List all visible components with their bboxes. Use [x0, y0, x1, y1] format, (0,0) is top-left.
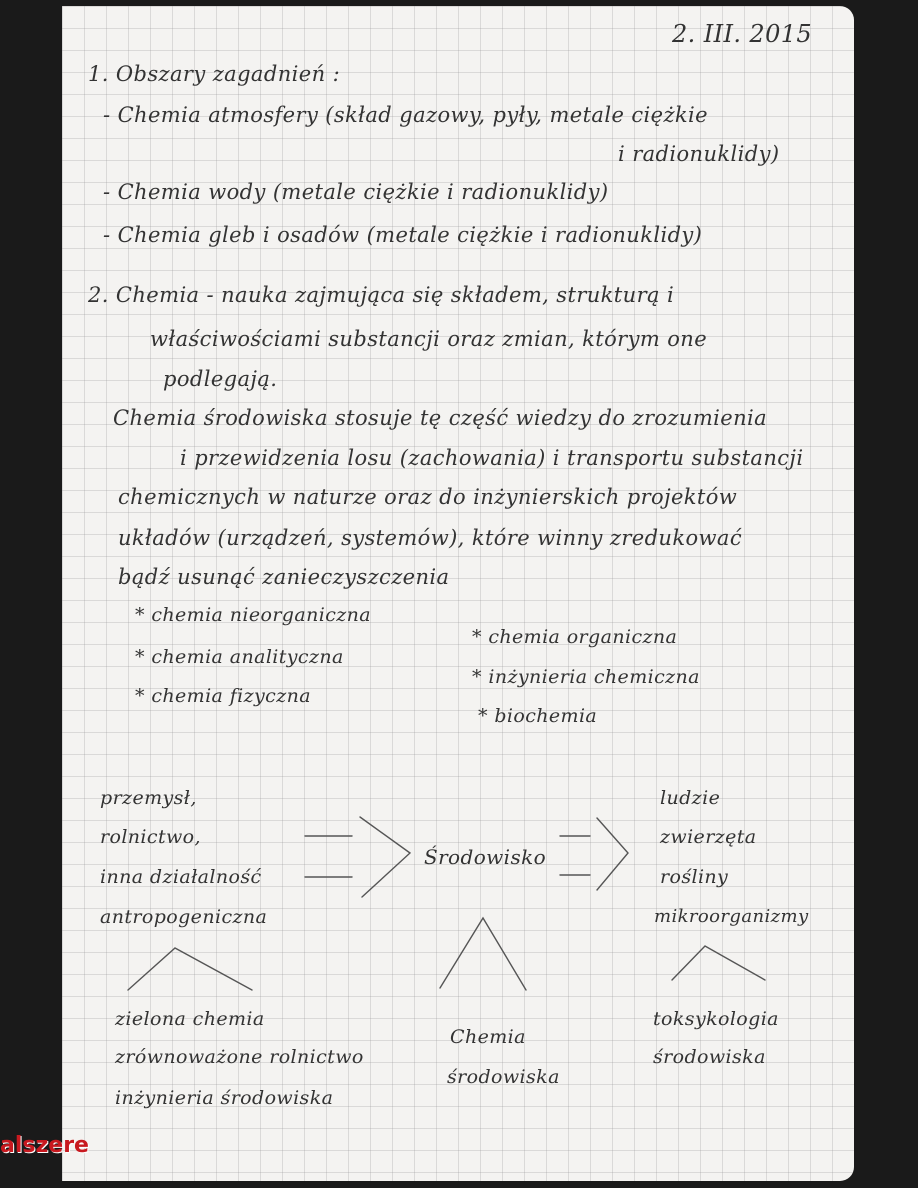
paragraph-line: bądź usunąć zanieczyszczenia [118, 565, 450, 589]
branch-right: * chemia organiczna [472, 626, 678, 648]
source-label: rolnictwo, [100, 826, 201, 848]
branch-left: * chemia fizyczna [135, 685, 311, 707]
section2-line: właściwościami substancji oraz zmian, którym one [150, 327, 708, 351]
section2-line: podlegają. [163, 367, 278, 391]
bottom-center-label: Chemia [450, 1026, 526, 1048]
paragraph-line: układów (urządzeń, systemów), które winny zredukować [118, 526, 742, 550]
bottom-right-label: środowiska [653, 1046, 766, 1068]
branch-right: * inżynieria chemiczna [472, 666, 700, 688]
branch-caret [128, 948, 252, 990]
section1-item: - Chemia gleb i osadów (metale ciężkie i radionuklidy) [103, 223, 703, 247]
branch-caret [672, 946, 765, 980]
section1-heading: 1. Obszary zagadnień : [88, 62, 341, 86]
bottom-right-label: toksykologia [653, 1008, 779, 1030]
arrow-head [360, 817, 410, 897]
bottom-center-label: środowiska [447, 1066, 560, 1088]
section2-line: 2. Chemia - nauka zajmująca się składem, strukturą i [88, 283, 675, 307]
paragraph-line: Chemia środowiska stosuje tę część wiedzy do zrozumienia [113, 406, 768, 430]
section1-item: i radionuklidy) [618, 142, 780, 166]
bottom-left-label: zielona chemia [115, 1008, 265, 1030]
arrow-head [597, 818, 628, 890]
section1-item: - Chemia wody (metale ciężkie i radionuklidy) [103, 180, 609, 204]
branch-left: * chemia nieorganiczna [135, 604, 372, 626]
center-label: Środowisko [424, 845, 547, 869]
bottom-left-label: inżynieria środowiska [115, 1087, 334, 1109]
paragraph-line: chemicznych w naturze oraz do inżynierskich projektów [118, 485, 738, 509]
source-label: przemysł, [100, 787, 197, 809]
source-label: inna działalność [100, 866, 262, 888]
target-label: ludzie [660, 787, 721, 809]
target-label: mikroorganizmy [654, 906, 809, 927]
source-label: antropogeniczna [100, 906, 268, 928]
date: 2. III. 2015 [672, 20, 813, 48]
paragraph-line: i przewidzenia losu (zachowania) i transportu substancji [180, 446, 804, 470]
target-label: rośliny [660, 866, 729, 888]
branch-right: * biochemia [478, 705, 598, 727]
section1-item: - Chemia atmosfery (skład gazowy, pyły, metale ciężkie [103, 103, 708, 127]
target-label: zwierzęta [660, 826, 757, 848]
branch-caret [440, 918, 526, 990]
branch-left: * chemia analityczna [135, 646, 344, 668]
bottom-left-label: zrównoważone rolnictwo [115, 1046, 364, 1068]
watermark: alszere [0, 1133, 89, 1158]
